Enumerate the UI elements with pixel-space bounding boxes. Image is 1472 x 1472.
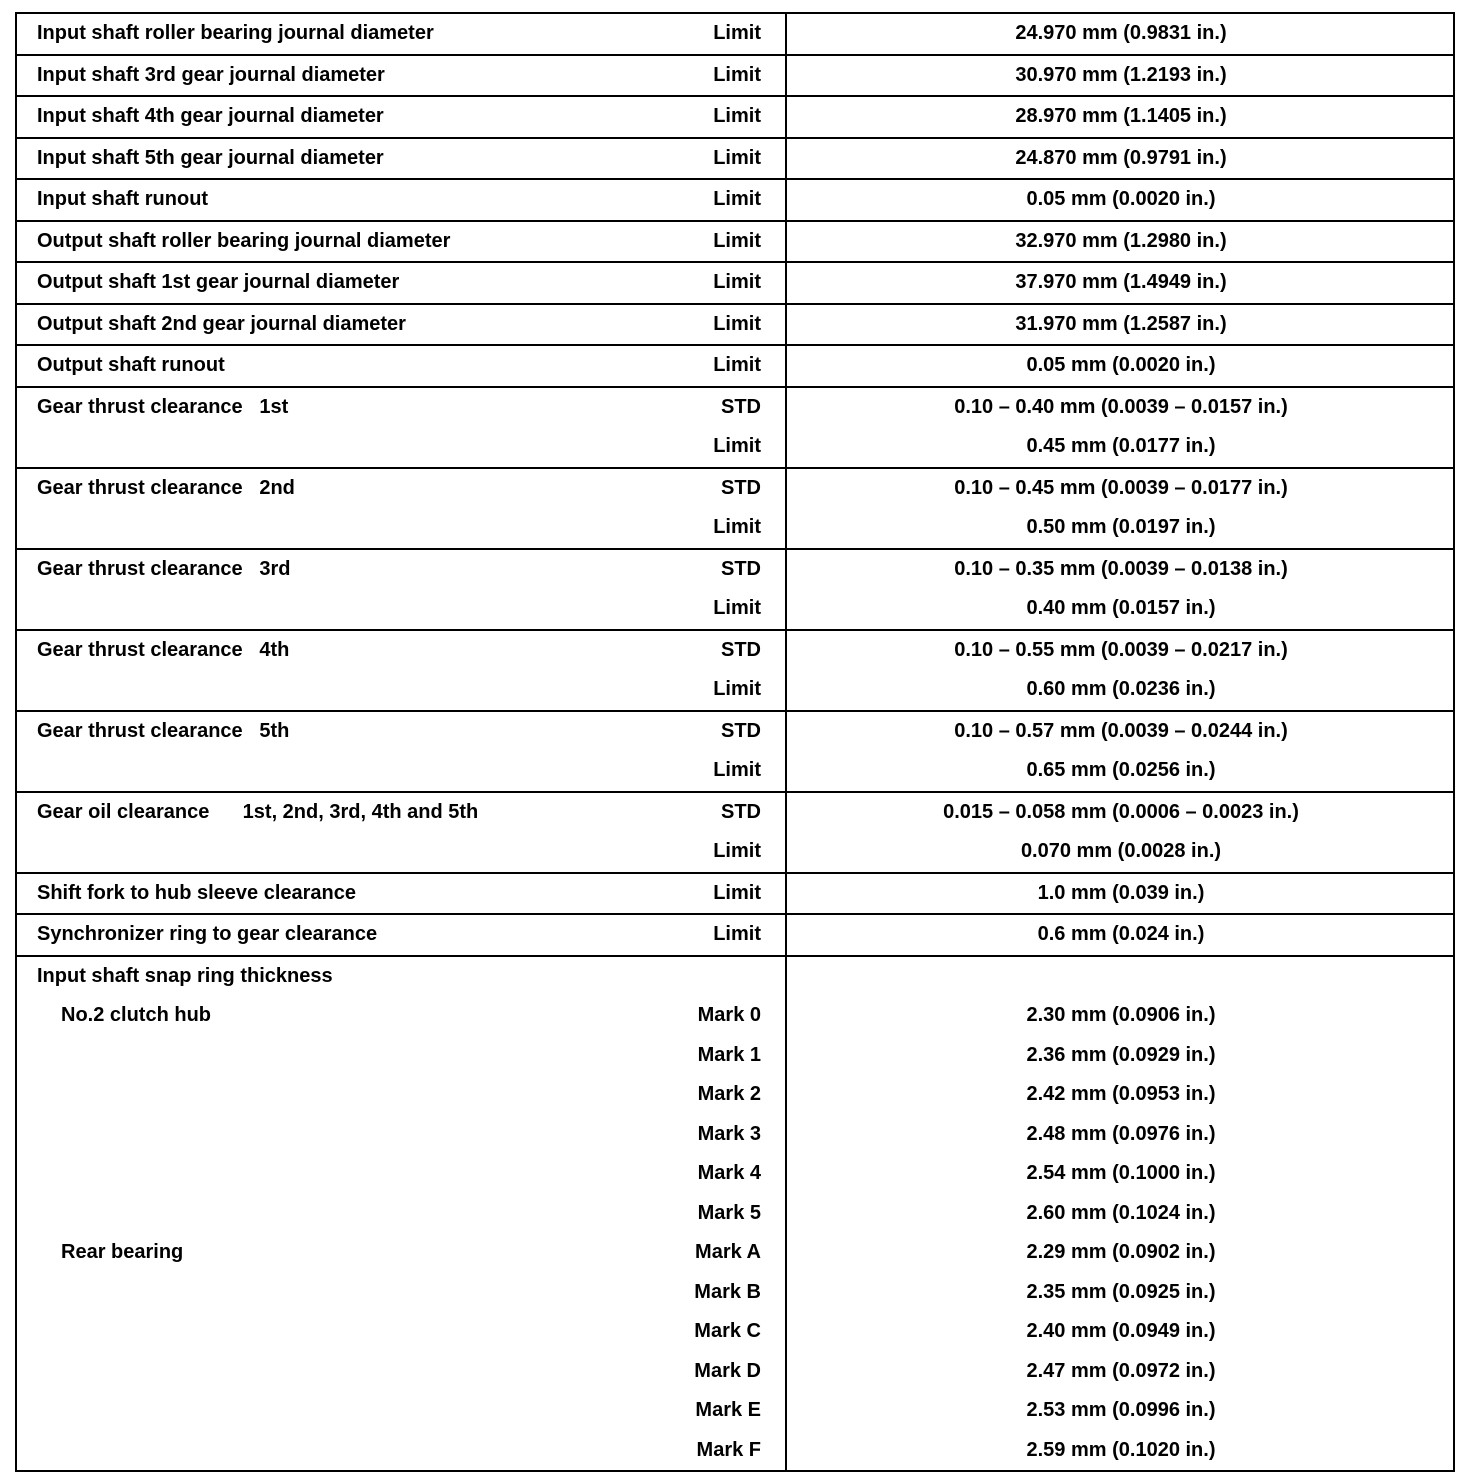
mark-value: 2.48 mm (0.0976 in.) (1026, 1122, 1216, 1145)
spec-label: Input shaft 3rd gear journal diameter (37, 63, 385, 86)
thrust-label: Gear thrust clearance 5th (37, 719, 290, 742)
thrust-row (17, 629, 1453, 710)
thrust-row (17, 710, 1453, 791)
thrust-row (17, 386, 1453, 467)
spec-row (17, 14, 1453, 54)
mark-label: Mark 4 (697, 1162, 761, 1184)
spec-value: 31.970 mm (1.2587 in.) (1015, 312, 1227, 335)
thrust-row (17, 467, 1453, 548)
spec-condition: Limit (713, 105, 761, 127)
spec-label: Input shaft 5th gear journal diameter (37, 146, 384, 169)
thrust-label: Gear thrust clearance 3rd (37, 557, 291, 580)
spec-label: Output shaft runout (37, 354, 225, 376)
limit-value: 0.070 mm (0.0028 in.) (1020, 840, 1222, 862)
spec-row (17, 261, 1453, 303)
limit-label: Limit (713, 597, 761, 619)
limit-value: 0.50 mm (0.0197 in.) (1026, 516, 1216, 538)
thrust-label: Gear thrust clearance 4th (37, 638, 290, 661)
std-value: 0.10 – 0.40 mm (0.0039 – 0.0157 in.) (954, 395, 1288, 418)
limit-label: Limit (713, 435, 761, 457)
oil-clearance-row (17, 791, 1453, 872)
std-value: 0.10 – 0.45 mm (0.0039 – 0.0177 in.) (954, 476, 1288, 499)
oil-clearance-label: Gear oil clearance 1st, 2nd, 3rd, 4th and 5th (37, 800, 479, 823)
std-label: STD (721, 557, 761, 580)
thrust-row (17, 548, 1453, 629)
mark-value: 2.42 mm (0.0953 in.) (1026, 1083, 1216, 1105)
snap-ring-section (17, 955, 1453, 1471)
mark-label: Mark D (694, 1359, 761, 1382)
spec-condition: Limit (713, 63, 761, 86)
spec-condition: Limit (713, 146, 761, 169)
spec-row (17, 220, 1453, 262)
std-value: 0.10 – 0.55 mm (0.0039 – 0.0217 in.) (954, 638, 1288, 661)
spec-value: 32.970 mm (1.2980 in.) (1015, 229, 1227, 252)
mark-value: 2.29 mm (0.0902 in.) (1026, 1241, 1216, 1263)
spec-label: Synchronizer ring to gear clearance (37, 923, 378, 945)
thrust-label: Gear thrust clearance 1st (37, 395, 289, 418)
spec-value: 0.05 mm (0.0020 in.) (1026, 188, 1216, 210)
spec-condition: Limit (713, 312, 761, 335)
mark-label: Mark A (695, 1241, 761, 1263)
spec-row (17, 178, 1453, 220)
std-value: 0.10 – 0.57 mm (0.0039 – 0.0244 in.) (954, 719, 1288, 742)
spec-label: Output shaft 1st gear journal diameter (37, 271, 400, 293)
spec-condition: Limit (713, 22, 761, 44)
limit-value: 0.60 mm (0.0236 in.) (1026, 678, 1216, 700)
spec-label: Input shaft 4th gear journal diameter (37, 105, 384, 127)
std-label: STD (721, 638, 761, 661)
std-label: STD (721, 800, 761, 823)
std-value: 0.015 – 0.058 mm (0.0006 – 0.0023 in.) (943, 800, 1299, 823)
std-label: STD (721, 719, 761, 742)
mark-label: Mark 5 (697, 1201, 761, 1224)
spec-row (17, 95, 1453, 137)
mark-value: 2.53 mm (0.0996 in.) (1026, 1399, 1216, 1421)
limit-label: Limit (713, 678, 761, 700)
spec-value: 0.6 mm (0.024 in.) (1037, 923, 1205, 945)
limit-label: Limit (713, 840, 761, 862)
mark-label: Mark 2 (697, 1083, 761, 1105)
spec-row (17, 303, 1453, 345)
spec-condition: Limit (713, 923, 761, 945)
mark-value: 2.35 mm (0.0925 in.) (1026, 1280, 1216, 1303)
mark-value: 2.54 mm (0.1000 in.) (1026, 1162, 1216, 1184)
std-label: STD (721, 476, 761, 499)
std-value: 0.10 – 0.35 mm (0.0039 – 0.0138 in.) (954, 557, 1288, 580)
snap-ring-title: Input shaft snap ring thickness (37, 964, 333, 987)
spec-value: 30.970 mm (1.2193 in.) (1015, 63, 1227, 86)
mark-value: 2.30 mm (0.0906 in.) (1026, 1004, 1216, 1026)
limit-value: 0.65 mm (0.0256 in.) (1026, 759, 1216, 781)
mark-value: 2.60 mm (0.1024 in.) (1026, 1201, 1216, 1224)
mark-value: 2.40 mm (0.0949 in.) (1026, 1320, 1216, 1342)
mark-label: Mark C (694, 1320, 761, 1342)
limit-value: 0.40 mm (0.0157 in.) (1026, 597, 1216, 619)
limit-label: Limit (713, 759, 761, 781)
spec-condition: Limit (713, 188, 761, 210)
spec-condition: Limit (713, 881, 761, 904)
spec-label: Output shaft roller bearing journal diameter (37, 229, 451, 252)
rear-bearing-label: Rear bearing (61, 1241, 184, 1263)
spec-value: 24.970 mm (0.9831 in.) (1015, 22, 1227, 44)
spec-table (15, 12, 1455, 1472)
spec-value: 24.870 mm (0.9791 in.) (1015, 146, 1227, 169)
spec-label: Input shaft runout (37, 188, 209, 210)
spec-condition: Limit (713, 271, 761, 293)
mark-value: 2.47 mm (0.0972 in.) (1026, 1359, 1216, 1382)
spec-row (17, 913, 1453, 955)
spec-row (17, 344, 1453, 386)
std-label: STD (721, 395, 761, 418)
spec-row (17, 872, 1453, 914)
spec-label: Input shaft roller bearing journal diameter (37, 22, 434, 44)
spec-row (17, 54, 1453, 96)
thrust-label: Gear thrust clearance 2nd (37, 476, 295, 499)
spec-value: 0.05 mm (0.0020 in.) (1026, 354, 1216, 376)
mark-value: 2.36 mm (0.0929 in.) (1026, 1043, 1216, 1066)
spec-label: Shift fork to hub sleeve clearance (37, 881, 356, 904)
spec-value: 28.970 mm (1.1405 in.) (1015, 105, 1227, 127)
mark-label: Mark B (694, 1280, 761, 1303)
spec-value: 37.970 mm (1.4949 in.) (1015, 271, 1227, 293)
limit-value: 0.45 mm (0.0177 in.) (1026, 435, 1216, 457)
spec-label: Output shaft 2nd gear journal diameter (37, 312, 406, 335)
mark-label: Mark F (696, 1438, 761, 1461)
spec-condition: Limit (713, 229, 761, 252)
clutch-hub-label: No.2 clutch hub (61, 1004, 211, 1026)
spec-condition: Limit (713, 354, 761, 376)
mark-value: 2.59 mm (0.1020 in.) (1026, 1438, 1216, 1461)
mark-label: Mark 3 (697, 1122, 761, 1145)
mark-label: Mark 1 (697, 1043, 761, 1066)
spec-row (17, 137, 1453, 179)
limit-label: Limit (713, 516, 761, 538)
mark-label: Mark 0 (697, 1004, 761, 1026)
mark-label: Mark E (695, 1399, 761, 1421)
spec-value: 1.0 mm (0.039 in.) (1037, 881, 1205, 904)
